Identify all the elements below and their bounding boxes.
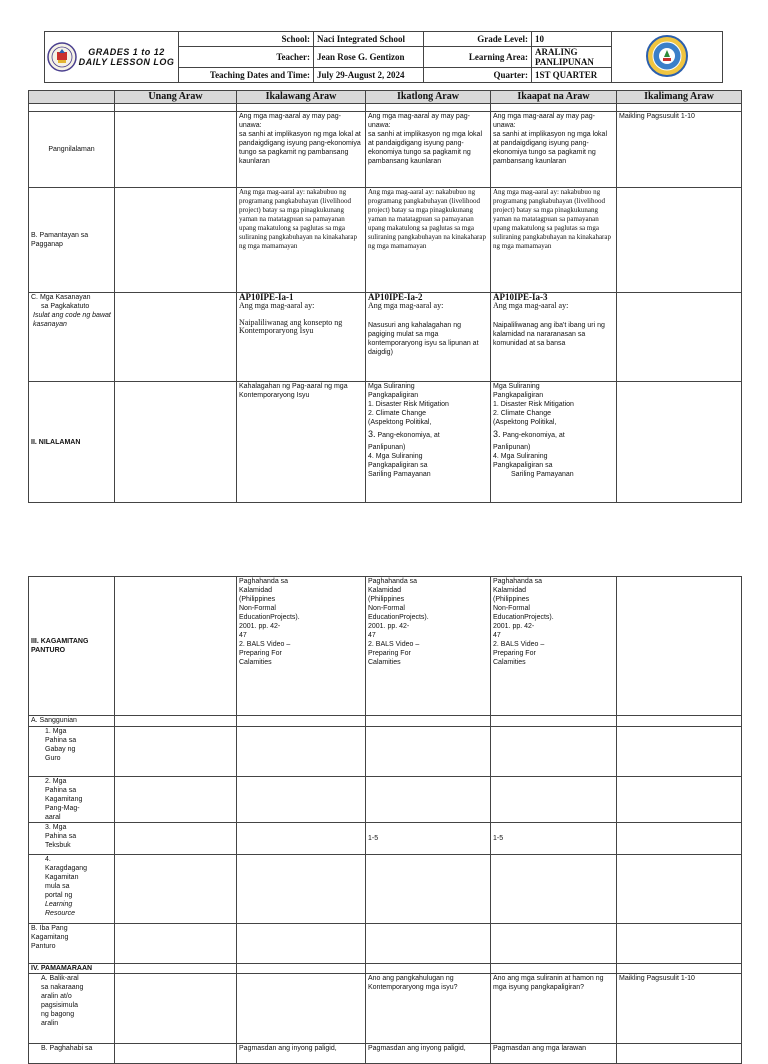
cell-day1 xyxy=(115,823,237,855)
balik-day3: Ano ang pangkahulugan ng Kontemporaryong mga isyu? xyxy=(366,974,491,1044)
cell-day3 xyxy=(366,855,491,924)
cell-day5 xyxy=(617,924,742,964)
cell-day5 xyxy=(617,964,742,974)
pamantayan-day2: Ang mga mag-aaral ay: nakabubuo ng programang pangkabuhayan (livelihood project) batay sa mga pinagkukunang yaman na matatagpuan sa pamayanan upang makatulong sa paglutas sa mga suliraning pangkabuhayan na kinakaharap ng mga mamamayan xyxy=(237,188,366,293)
nilalaman-line: Panlipunan) xyxy=(368,444,406,451)
kasanayan-label-c: Isulat ang code ng bawat kasanayan xyxy=(33,312,111,328)
dll-title-cell xyxy=(45,32,179,83)
karagdagang-text: 4. Karagdagang Kagamitan mula sa portal ng xyxy=(45,856,88,899)
spacer-cell xyxy=(617,104,742,112)
cell-day2 xyxy=(237,716,366,727)
row-label-kasanayan xyxy=(29,293,115,382)
cell-day3 xyxy=(366,964,491,974)
grade-value: 10 xyxy=(532,32,612,47)
spacer-cell xyxy=(366,104,491,112)
dll-title-line1: GRADES 1 to 12 xyxy=(88,47,165,57)
quarter-label: Quarter: xyxy=(424,68,532,83)
pangnilalaman-day5: Maikling Pagsusulit 1-10 xyxy=(617,112,742,188)
nilalaman-line: Pangkapaligiran xyxy=(368,392,419,399)
row-label-karagdagang xyxy=(29,855,115,924)
pangnilalaman-day2: Ang mga mag-aaral ay may pag-unawa: sa sanhi at implikasyon ng mga lokal at pandaigdigang isyung pang-ekonomiya tungo sa pagkamit ng pambansang kaunlaran xyxy=(237,112,366,188)
cell-day1 xyxy=(115,188,237,293)
row-label-paghahabi: B. Paghahabi sa xyxy=(29,1044,115,1064)
column-header-blank xyxy=(29,91,115,104)
cell-day2 xyxy=(237,823,366,855)
header-table xyxy=(44,31,723,83)
cell-day1 xyxy=(115,577,237,716)
competency-code: AP10IPE-Ia-3 xyxy=(493,292,548,302)
nilalaman-day2: Kahalagahan ng Pag-aaral ng mga Kontemporaryong Isyu xyxy=(237,382,366,503)
nilalaman-line: 4. Mga Suliraning xyxy=(368,453,423,460)
cell-day5 xyxy=(617,855,742,924)
nilalaman-line: Pangkapaligiran xyxy=(493,392,544,399)
balik-day4: Ano ang mga suliranin at hamon ng mga isyung pangkapaligiran? xyxy=(491,974,617,1044)
cell-day3 xyxy=(366,777,491,823)
row-label-balik-aral: A. Balik-aral sa nakaraang aralin at/o pagsisimula ng bagong aralin xyxy=(29,974,115,1044)
cell-day3 xyxy=(366,716,491,727)
kasanayan-label-a: C. Mga Kasanayan xyxy=(31,294,91,301)
cell-day1 xyxy=(115,1044,237,1064)
competency-text: Naipaliliwanag ang iba't ibang uri ng kalamidad na nararanasan sa komunidad at sa bansa xyxy=(493,321,605,347)
row-label-pamantayan: B. Pamantayan sa Pagganap xyxy=(29,188,115,293)
nilalaman-line: 2. Climate Change xyxy=(368,410,426,417)
kagamitan-day4: Paghahanda sa Kalamidad (Philippines Non-Formal EducationProjects). 2001. pp. 42- 47 2. BALS Video – Preparing For Calamities xyxy=(491,577,617,716)
row-label-gabay: 1. Mga Pahina sa Gabay ng Guro xyxy=(29,727,115,777)
cell-day2 xyxy=(237,974,366,1044)
cell-day1 xyxy=(115,974,237,1044)
kagamitan-day2: Paghahanda sa Kalamidad (Philippines Non-Formal EducationProjects). 2001. pp. 42- 47 2. BALS Video – Preparing For Calamities xyxy=(237,577,366,716)
teksbuk-day3: 1-5 xyxy=(366,823,491,855)
learning-area-label: Learning Area: xyxy=(424,47,532,68)
cell-day5 xyxy=(617,188,742,293)
cell-day5 xyxy=(617,823,742,855)
pamantayan-day3: Ang mga mag-aaral ay: nakabubuo ng programang pangkabuhayan (livelihood project) batay sa mga pinagkukunang yaman na matatagpuan sa pamayanan upang makatulong sa paglutas sa mga suliraning pangkabuhayan na kinakaharap ng mga mamamayan xyxy=(366,188,491,293)
cell-day1 xyxy=(115,716,237,727)
cell-day4 xyxy=(491,924,617,964)
learning-area-value: ARALING PANLIPUNAN xyxy=(532,47,612,68)
pangnilalaman-day4: Ang mga mag-aaral ay may pag-unawa: sa sanhi at implikasyon ng mga lokal at pandaigdigang isyung pang-ekonomiya tungo sa pagkamit ng pambansang kaunlaran xyxy=(491,112,617,188)
paghahabi-day4: Pagmasdan ang mga larawan xyxy=(491,1044,617,1064)
spacer-cell xyxy=(115,104,237,112)
cell-day4 xyxy=(491,855,617,924)
cell-day2 xyxy=(237,727,366,777)
cell-day4 xyxy=(491,777,617,823)
competency-intro: Ang mga mag-aaral ay: xyxy=(368,301,444,310)
cell-day1 xyxy=(115,855,237,924)
cell-day1 xyxy=(115,293,237,382)
cell-day5 xyxy=(617,293,742,382)
deped-seal-icon xyxy=(47,42,77,72)
cell-day4 xyxy=(491,727,617,777)
cell-day5 xyxy=(617,727,742,777)
quarter-value: 1ST QUARTER xyxy=(532,68,612,83)
spacer-cell xyxy=(237,104,366,112)
nilalaman-line: Pang-ekonomiya, at xyxy=(500,432,565,439)
nilalaman-line: Pangkapaligiran sa xyxy=(493,462,553,469)
cell-day1 xyxy=(115,382,237,503)
school-logo-icon xyxy=(646,35,688,77)
column-header-day4: Ikaapat na Araw xyxy=(491,91,617,104)
column-header-day1: Unang Araw xyxy=(115,91,237,104)
column-header-day5: Ikalimang Araw xyxy=(617,91,742,104)
cell-day5 xyxy=(617,1044,742,1064)
cell-day1 xyxy=(115,924,237,964)
cell-day5 xyxy=(617,716,742,727)
nilalaman-line: Pangkapaligiran sa xyxy=(368,462,428,469)
balik-day5: Maikling Pagsusulit 1-10 xyxy=(617,974,742,1044)
nilalaman-line: 4. Mga Suliraning xyxy=(493,453,548,460)
nilalaman-line: Pang-ekonomiya, at xyxy=(375,432,440,439)
cell-day5 xyxy=(617,577,742,716)
nilalaman-num: 3. xyxy=(368,429,376,439)
kagamitan-day3: Paghahanda sa Kalamidad (Philippines Non-Formal EducationProjects). 2001. pp. 42- 47 2. BALS Video – Preparing For Calamities xyxy=(366,577,491,716)
spacer-cell xyxy=(29,104,115,112)
competency-text: Naipaliliwanag ang konsepto ng Kontemporaryong Isyu xyxy=(239,317,343,336)
nilalaman-line: 2. Climate Change xyxy=(493,410,551,417)
row-label-nilalaman: II. NILALAMAN xyxy=(29,382,115,503)
karagdagang-italic: Learning Resource xyxy=(45,901,75,917)
cell-day2 xyxy=(237,777,366,823)
kasanayan-day3 xyxy=(366,293,491,382)
cell-day2 xyxy=(237,924,366,964)
row-label-pangnilalaman: Pangnilalaman xyxy=(29,112,115,188)
cell-day3 xyxy=(366,727,491,777)
dates-label: Teaching Dates and Time: xyxy=(179,68,314,83)
nilalaman-line: 1. Disaster Risk Mitigation xyxy=(368,401,449,408)
nilalaman-line: Panlipunan) xyxy=(493,444,531,451)
row-label-pamamaraan: IV. PAMAMARAAN xyxy=(29,964,115,974)
teacher-label: Teacher: xyxy=(179,47,314,68)
school-label: School: xyxy=(179,32,314,47)
cell-day4 xyxy=(491,964,617,974)
competency-code: AP10IPE-Ia-1 xyxy=(239,292,294,302)
competency-code: AP10IPE-Ia-2 xyxy=(368,292,423,302)
cell-day5 xyxy=(617,777,742,823)
cell-day5 xyxy=(617,382,742,503)
cell-day1 xyxy=(115,112,237,188)
competency-text: Nasusuri ang kahalagahan ng pagiging mulat sa mga kontemporaryong isyu sa lipunan at daigdig) xyxy=(368,321,479,356)
row-label-kagamitang-mag-aaral: 2. Mga Pahina sa Kagamitang Pang-Mag-aaral xyxy=(29,777,115,823)
kasanayan-day2 xyxy=(237,293,366,382)
cell-day2 xyxy=(237,855,366,924)
nilalaman-num: 3. xyxy=(493,429,501,439)
competency-intro: Ang mga mag-aaral ay: xyxy=(493,301,569,310)
dates-value: July 29-August 2, 2024 xyxy=(314,68,424,83)
row-label-kagamitan: III. KAGAMITANG PANTURO xyxy=(29,577,115,716)
nilalaman-line: (Aspektong Politikal, xyxy=(493,419,557,426)
nilalaman-line: Sariling Pamayanan xyxy=(511,471,574,478)
column-header-day3: Ikatlong Araw xyxy=(366,91,491,104)
grade-label: Grade Level: xyxy=(424,32,532,47)
cell-day1 xyxy=(115,964,237,974)
lesson-table-page1 xyxy=(28,90,742,503)
nilalaman-line: Sariling Pamayanan xyxy=(368,471,431,478)
dll-title-line2: DAILY LESSON LOG xyxy=(78,57,175,67)
cell-day2 xyxy=(237,964,366,974)
nilalaman-day4 xyxy=(491,382,617,503)
pamantayan-day4: Ang mga mag-aaral ay: nakabubuo ng programang pangkabuhayan (livelihood project) batay sa mga pinagkukunang yaman na matatagpuan sa pamayanan upang makatulong sa paglutas sa mga suliraning pangkabuhayan na kinakaharap ng mga mamamayan xyxy=(491,188,617,293)
spacer-cell xyxy=(491,104,617,112)
nilalaman-line: Mga Suliraning xyxy=(493,383,540,390)
kasanayan-day4 xyxy=(491,293,617,382)
school-value: Naci Integrated School xyxy=(314,32,424,47)
nilalaman-line: (Aspektong Politikal, xyxy=(368,419,432,426)
competency-intro: Ang mga mag-aaral ay: xyxy=(239,301,315,310)
row-label-sanggunian: A. Sanggunian xyxy=(29,716,115,727)
row-label-iba-pang: B. Iba Pang Kagamitang Panturo xyxy=(29,924,115,964)
nilalaman-line: 1. Disaster Risk Mitigation xyxy=(493,401,574,408)
teksbuk-day4: 1-5 xyxy=(491,823,617,855)
nilalaman-line: Mga Suliraning xyxy=(368,383,415,390)
cell-day1 xyxy=(115,727,237,777)
cell-day4 xyxy=(491,716,617,727)
row-label-teksbuk: 3. Mga Pahina sa Teksbuk xyxy=(29,823,115,855)
paghahabi-day3: Pagmasdan ang inyong paligid, xyxy=(366,1044,491,1064)
paghahabi-day2: Pagmasdan ang inyong paligid, xyxy=(237,1044,366,1064)
cell-day3 xyxy=(366,924,491,964)
pangnilalaman-day3: Ang mga mag-aaral ay may pag-unawa: sa sanhi at implikasyon ng mga lokal at pandaigdigang isyung pang-ekonomiya tungo sa pagkamit ng pambansang kaunlaran xyxy=(366,112,491,188)
lesson-table-page2 xyxy=(28,576,742,1064)
kasanayan-label-b: sa Pagkakatuto xyxy=(41,303,90,310)
nilalaman-day3 xyxy=(366,382,491,503)
teacher-value: Jean Rose G. Gentizon xyxy=(314,47,424,68)
column-header-day2: Ikalawang Araw xyxy=(237,91,366,104)
cell-day1 xyxy=(115,777,237,823)
school-logo-cell xyxy=(612,32,723,83)
